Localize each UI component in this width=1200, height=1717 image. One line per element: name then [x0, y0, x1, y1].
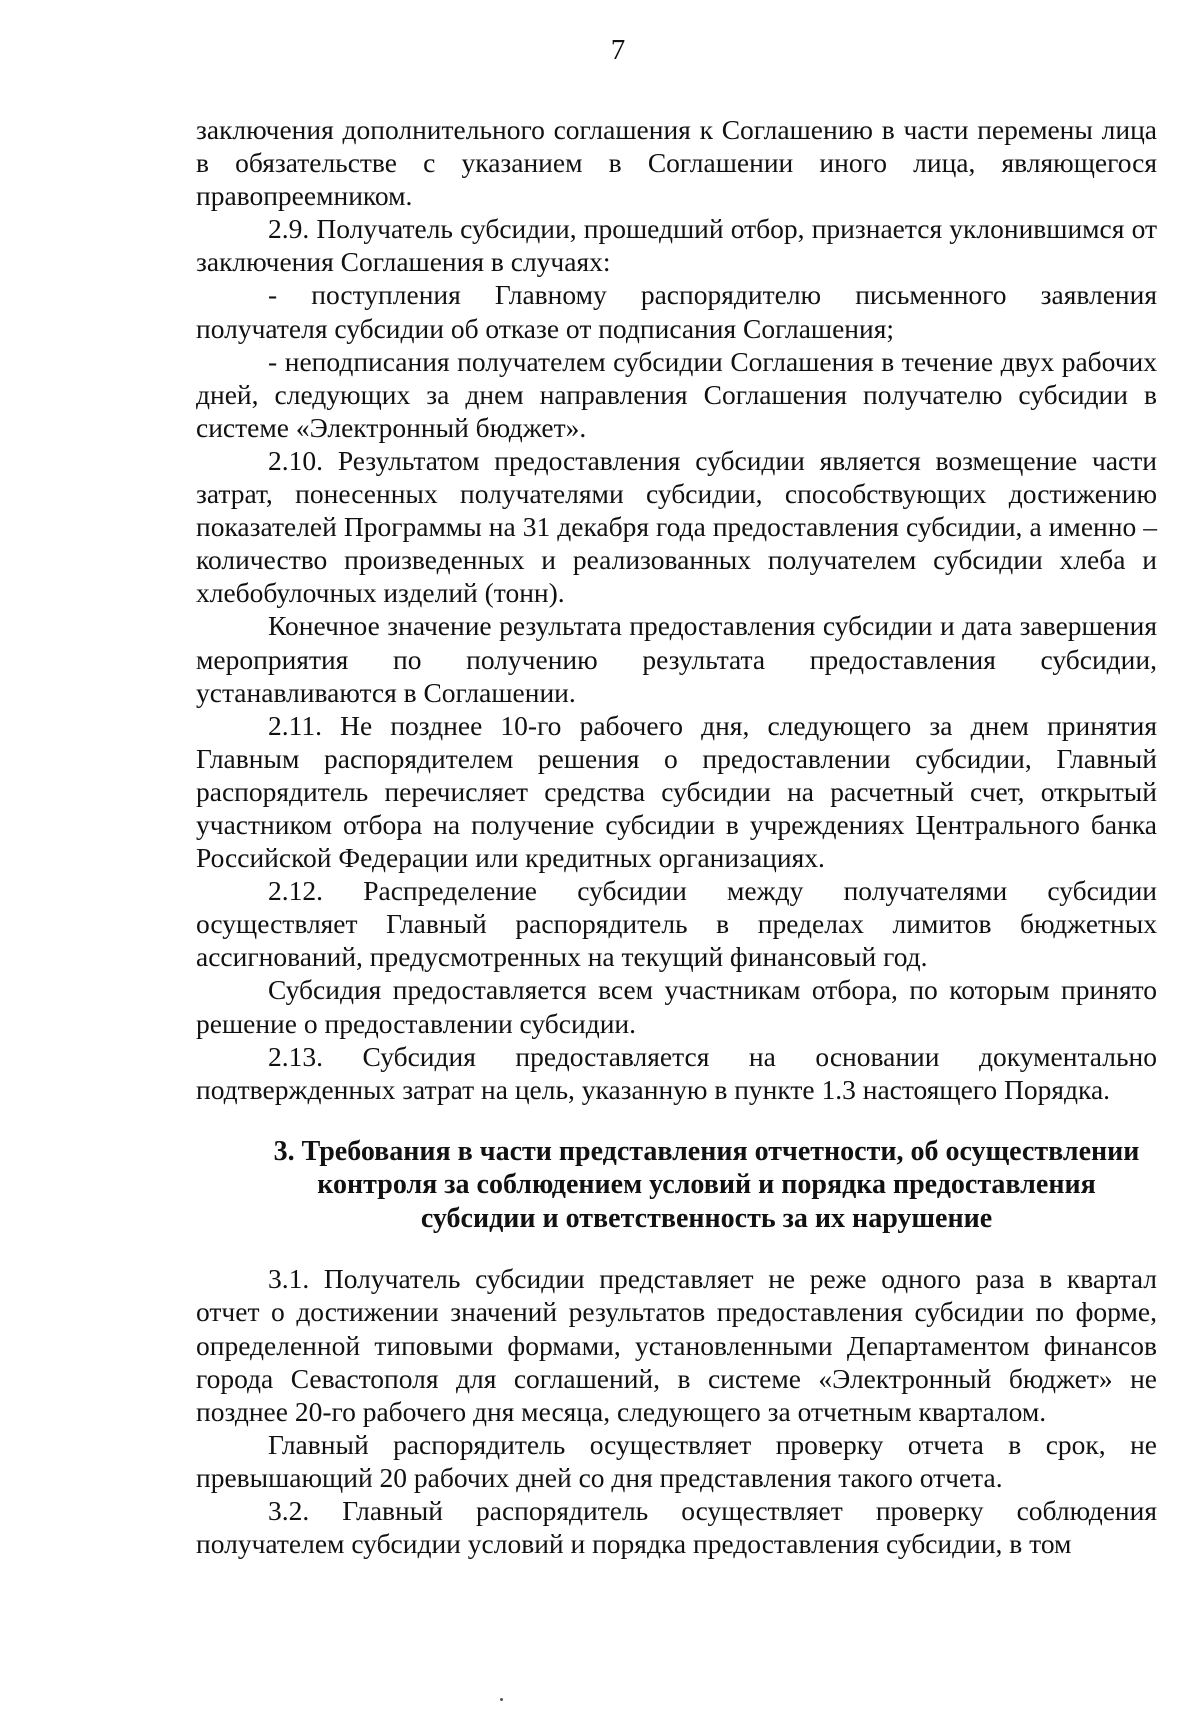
paragraph-2-10-final-value: Конечное значение результата предоставления субсидии и дата завершения мероприятия по получению результата предоставления субсидии, устанавливаются в Соглашении. — [196, 610, 1157, 708]
paragraph-3-2: 3.2. Главный распорядитель осуществляет проверку соблюдения получателем субсидии условий и порядка предоставления субсидии, в том — [196, 1494, 1157, 1560]
scan-speck — [500, 1698, 503, 1701]
paragraph-3-1: 3.1. Получатель субсидии представляет не реже одного раза в квартал отчет о достижении значений результатов предоставления субсидии по форме, определенной типовыми формами, установленными Департаментом финансов города Севастополя для соглашений, в системе «Электронный бюджет» не позднее 20-го рабочего дня месяца, следующего за отчетным кварталом. — [196, 1263, 1157, 1427]
paragraph-3-1-check: Главный распорядитель осуществляет проверку отчета в срок, не превышающий 20 рабочих дней со дня представления такого отчета. — [196, 1428, 1157, 1493]
paragraph-2-11: 2.11. Не позднее 10-го рабочего дня, следующего за днем принятия Главным распорядителем решения о предоставлении субсидии, Главный распорядитель перечисляет средства субсидии на расчетный счет, открытый участником отбора на получение субсидии в учреждениях Центрального банка Российской Федерации или кредитных организациях. — [196, 709, 1157, 874]
paragraph-2-12: 2.12. Распределение субсидии между получателями субсидии осуществляет Главный распорядитель в пределах лимитов бюджетных ассигнований, предусмотренных на текущий финансовый год. — [196, 875, 1157, 973]
page-number: 7 — [610, 34, 626, 66]
section-3-heading-line-1: 3. Требования в части представления отчетности, об осуществлении — [273, 1135, 1140, 1167]
paragraph-continuation: заключения дополнительного соглашения к Соглашению в части перемены лица в обязательстве с указанием в Соглашении иного лица, являющегося правопреемником. — [196, 114, 1157, 212]
section-3-heading — [196, 1135, 1157, 1236]
paragraph-2-9-case-2: - неподписания получателем субсидии Соглашения в течение двух рабочих дней, следующих за днем направления Соглашения получателю субсидии в системе «Электронный бюджет». — [196, 345, 1157, 443]
paragraph-2-9-case-1: - поступления Главному распорядителю письменного заявления получателя субсидии об отказе от подписания Соглашения; — [196, 279, 1157, 344]
paragraph-2-9: 2.9. Получатель субсидии, прошедший отбор, признается уклонившимся от заключения Соглашения в случаях: — [196, 213, 1157, 278]
paragraph-2-12-note: Субсидия предоставляется всем участникам отбора, по которым принято решение о предоставлении субсидии. — [196, 974, 1157, 1039]
document-body — [196, 113, 1157, 1560]
paragraph-2-13: 2.13. Субсидия предоставляется на основании документально подтвержденных затрат на цель, указанную в пункте 1.3 настоящего Порядка. — [196, 1040, 1157, 1105]
paragraph-2-10: 2.10. Результатом предоставления субсидии является возмещение части затрат, понесенных получателями субсидии, способствующих достижению показателей Программы на 31 декабря года предоставления субсидии, а именно – количество произведенных и реализованных получателем субсидии хлеба и хлебобулочных изделий (тонн). — [196, 444, 1157, 609]
section-3-heading-line-2: контроля за соблюдением условий и порядка предоставления — [317, 1169, 1096, 1201]
section-3-heading-line-3: субсидии и ответственность за их нарушение — [420, 1202, 993, 1234]
